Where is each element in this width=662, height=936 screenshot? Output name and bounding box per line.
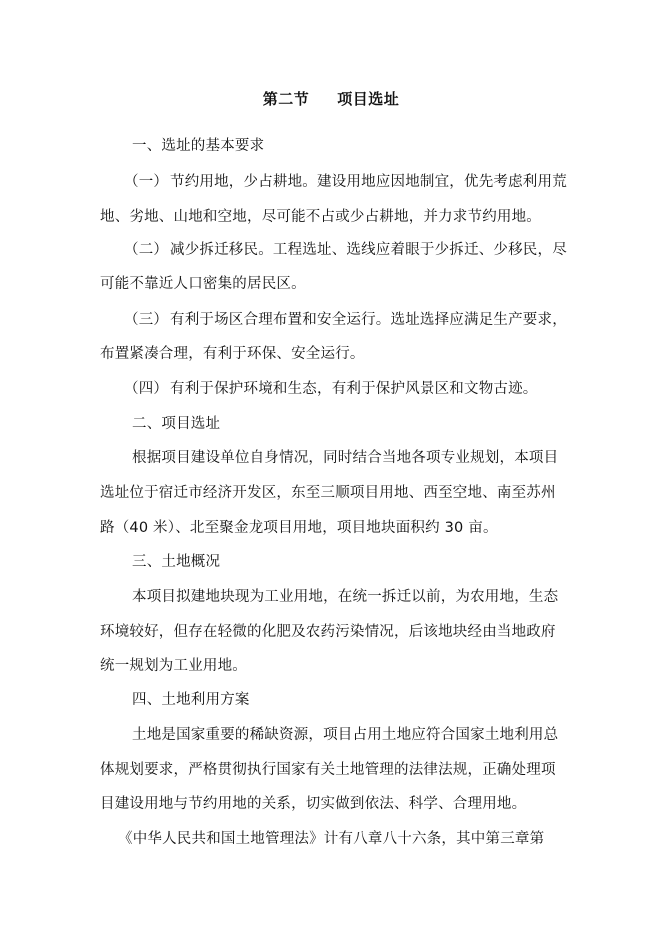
paragraph-line: 选址位于宿迁市经济开发区，东至三顺项目用地、西至空地、南至苏州 <box>100 485 556 501</box>
heading-land-overview: 三、土地概况 <box>132 554 221 570</box>
paragraph-line: 土地是国家重要的稀缺资源，项目占用土地应符合国家土地利用总 <box>132 727 559 743</box>
paragraph-line: 根据项目建设单位自身情况，同时结合当地各项专业规划，本项目 <box>132 450 559 466</box>
heading-site-requirements: 一、选址的基本要求 <box>132 138 265 154</box>
heading-project-site: 二、项目选址 <box>132 416 221 432</box>
paragraph-line <box>124 310 614 330</box>
paragraph-line <box>124 240 614 260</box>
paragraph-line: 路（40 米）、北至聚金龙项目用地，项目地块面积约 30 亩。 <box>100 520 498 536</box>
paragraph-line <box>124 379 614 399</box>
section-number: 第二节 <box>262 90 310 108</box>
enum-mark: （三） <box>124 312 169 328</box>
paragraph-line: 目建设用地与节约用地的关系，切实做到依法、科学、合理用地。 <box>100 796 527 812</box>
paragraph-line: 地、劣地、山地和空地，尽可能不占或少占耕地，并力求节约用地。 <box>100 209 541 225</box>
section-name: 项目选址 <box>337 90 400 108</box>
enum-mark: （二） <box>124 242 169 258</box>
enum-mark: （四） <box>124 381 169 397</box>
paragraph-text: 有利于保护环境和生态，有利于保护风景区和文物古迹。 <box>170 381 538 397</box>
paragraph-line: 统一规划为工业用地。 <box>100 658 247 674</box>
paragraph-text: 减少拆迁移民。工程选址、选线应着眼于少拆迁、少移民，尽 <box>170 242 567 258</box>
paragraph-line <box>124 172 614 192</box>
enum-mark: （一） <box>124 174 169 190</box>
paragraph-line: 环境较好，但存在轻微的化肥及农药污染情况，后该地块经由当地政府 <box>100 624 556 640</box>
paragraph-text: 节约用地，少占耕地。建设用地应因地制宜，优先考虑利用荒 <box>170 174 567 190</box>
paragraph-text: 有利于场区合理布置和安全运行。选址选择应满足生产要求， <box>170 312 567 328</box>
paragraph-line: 可能不靠近人口密集的居民区。 <box>100 276 306 292</box>
paragraph-line: 本项目拟建地块现为工业用地，在统一拆迁以前，为农用地，生态 <box>132 589 559 605</box>
paragraph-line: 布置紧凑合理，有利于环保、安全运行。 <box>100 346 365 362</box>
paragraph-line: 《中华人民共和国土地管理法》计有八章八十六条，其中第三章第 <box>118 831 545 847</box>
heading-land-use-plan: 四、土地利用方案 <box>132 692 250 708</box>
paragraph-line: 体规划要求，严格贯彻执行国家有关土地管理的法律法规，正确处理项 <box>100 762 556 778</box>
section-title <box>0 88 662 109</box>
